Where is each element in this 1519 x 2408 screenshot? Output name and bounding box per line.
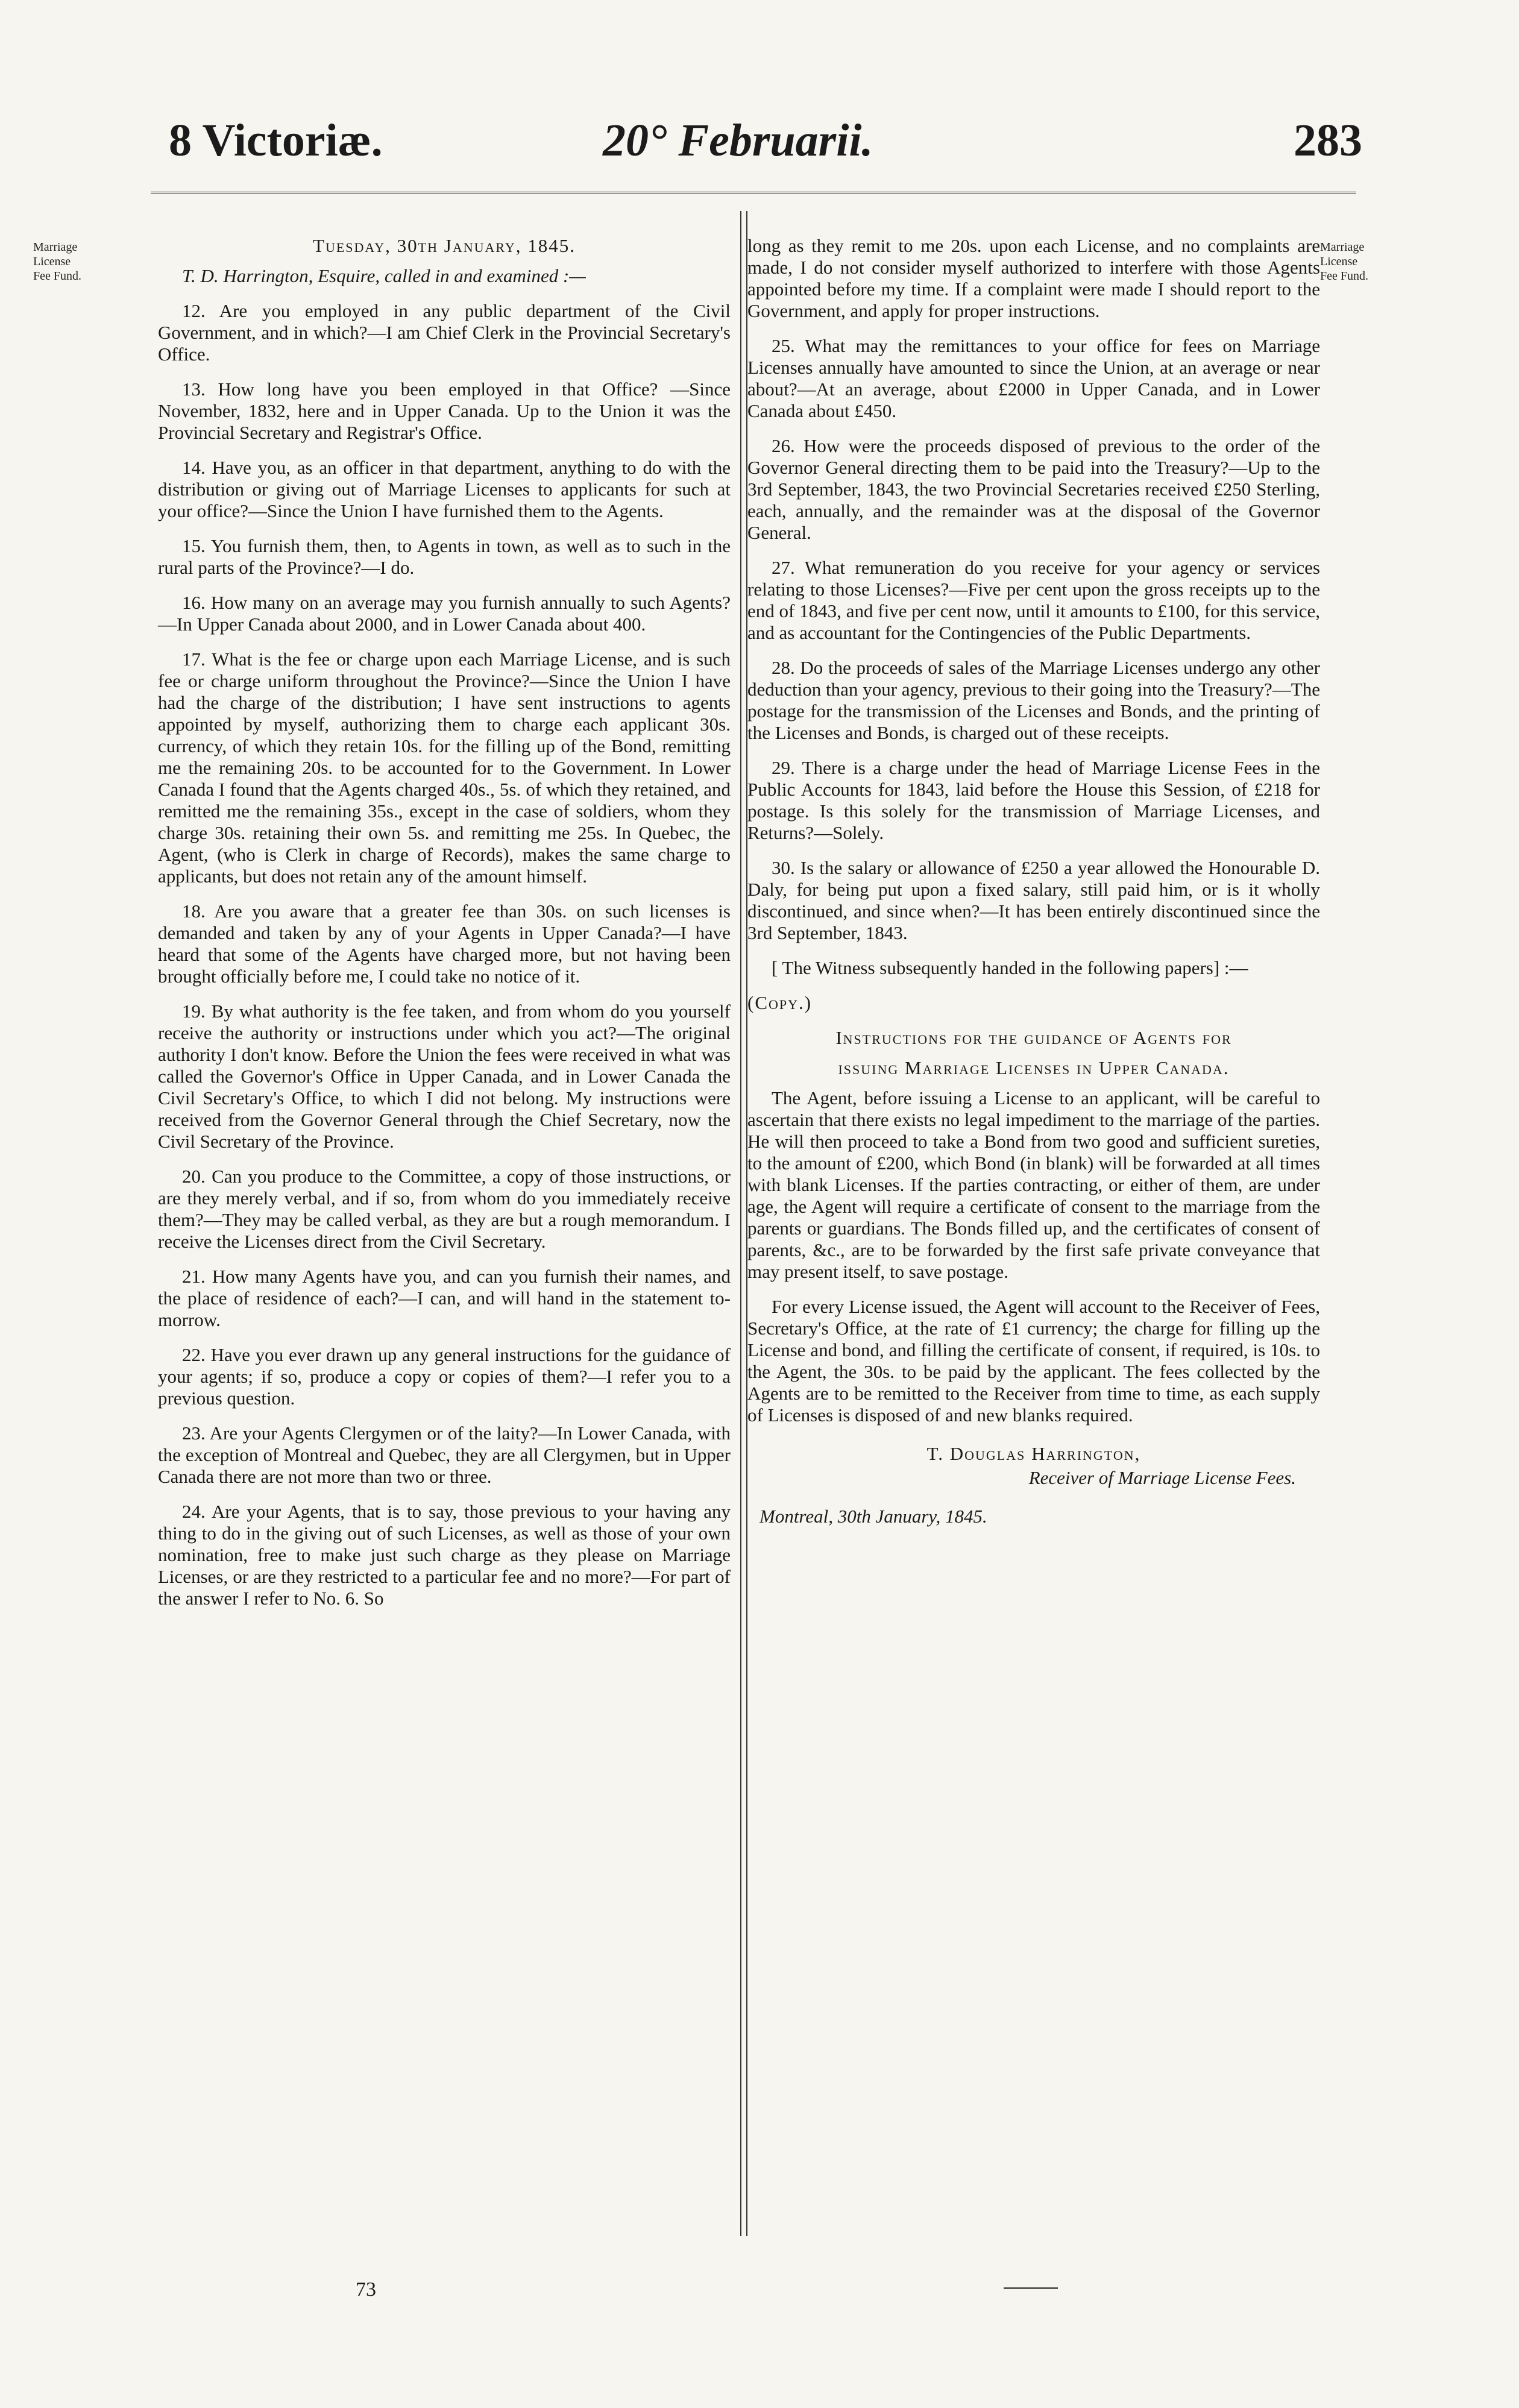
copy-label: (Copy.) bbox=[747, 992, 813, 1013]
page-number: 283 bbox=[1294, 115, 1362, 166]
footer-rule bbox=[1004, 2287, 1058, 2289]
question-paragraph: 20. Can you produce to the Committee, a copy of those instructions, or are they merely verbal, and if so, from whom do you immediately receive them?—They may be called verbal, as they are but a rough memorandum. I receive the Licenses direct from the Civil Secretary. bbox=[158, 1166, 731, 1252]
signature-name: T. Douglas Harrington, bbox=[926, 1443, 1141, 1464]
question-paragraph: 25. What may the remittances to your office for fees on Marriage Licenses annually have amounted to since the Union, at an average or near about?—At an average, about £2000 in Upper Canada, and in Lower Canada about £450. bbox=[747, 335, 1320, 421]
question-paragraph: 13. How long have you been employed in that Office? —Since November, 1832, here and in Upper Canada. Up to the Union it was the Provincial Secretary and Registrar's Office. bbox=[158, 379, 731, 443]
instructions-paragraph: The Agent, before issuing a License to an applicant, will be careful to ascertain that there exists no legal impediment to the marriage of the parties. He will then proceed to take a Bond from two good and sufficient sureties, to the amount of £200, which Bond (in blank) will be forwarded at all times with blank Licenses. If the parties contracting, or either of them, are under age, the Agent will require a certificate of consent to the marriage from the parents or guardians. The Bonds filled up, and the certificates of consent of parents, &c., are to be forwarded by the first safe private conveyance that may present itself, to save postage. bbox=[747, 1087, 1320, 1282]
question-paragraph: 18. Are you aware that a greater fee than 30s. on such licenses is demanded and taken by any of your Agents in Upper Canada?—I have heard that some of the Agents have charged more, but not having been brought officially before me, I could take no notice of it. bbox=[158, 901, 731, 987]
signature-title: Receiver of Marriage License Fees. bbox=[1028, 1467, 1296, 1488]
header-rule bbox=[151, 192, 1356, 193]
footer-signature-mark: 73 bbox=[356, 2278, 376, 2301]
question-paragraph: 28. Do the proceeds of sales of the Marriage Licenses undergo any other deduction than your agency, previous to their going into the Treasury?—The postage for the transmission of the Licenses and Bonds, and the printing of the Licenses and Bonds, is charged out of these receipts. bbox=[747, 657, 1320, 743]
right-column bbox=[747, 235, 1320, 1527]
question-paragraph: 21. How many Agents have you, and can you furnish their names, and the place of residence of each?—I can, and will hand in the statement to-morrow. bbox=[158, 1266, 731, 1330]
column-divider bbox=[740, 211, 747, 2236]
left-column bbox=[158, 235, 731, 1623]
page-header bbox=[169, 115, 1362, 181]
question-paragraph: 22. Have you ever drawn up any general instructions for the guidance of your agents; if so, produce a copy or copies of them?—I refer you to a previous question. bbox=[158, 1344, 731, 1409]
question-paragraph: 26. How were the proceeds disposed of previous to the order of the Governor General directing them to be paid into the Treasury?—Up to the 3rd September, 1843, the two Provincial Secretaries received £250 Sterling, each, annually, and the remainder was at the disposal of the Governor General. bbox=[747, 435, 1320, 543]
question-paragraph: 30. Is the salary or allowance of £250 a year allowed the Honourable D. Daly, for being put upon a fixed salary, still paid him, or is it wholly discontinued, and since when?—It has been entirely discontinued since the 3rd September, 1843. bbox=[747, 857, 1320, 943]
dateline: Montreal, 30th January, 1845. bbox=[760, 1506, 987, 1527]
instructions-subtitle: issuing Marriage Licenses in Upper Canada. bbox=[838, 1057, 1230, 1078]
margin-note-right: Marriage License Fee Fund. bbox=[1320, 240, 1368, 283]
instructions-paragraph: For every License issued, the Agent will account to the Receiver of Fees, Secretary's Office, at the rate of £1 currency; the charge for filling up the License and bond, and filling the certificate of consent, if required, is 10s. to the Agent, the 30s. to be paid by the applicant. The fees collected by the Agents are to be remitted to the Receiver from time to time, as each supply of Licenses is disposed of and new blanks required. bbox=[747, 1296, 1320, 1426]
instructions-title: Instructions for the guidance of Agents for bbox=[835, 1027, 1232, 1048]
question-paragraph: 16. How many on an average may you furnish annually to such Agents?—In Upper Canada about 2000, and in Lower Canada about 400. bbox=[158, 592, 731, 635]
margin-note-left: Marriage License Fee Fund. bbox=[33, 240, 81, 283]
question-paragraph: 12. Are you employed in any public department of the Civil Government, and in which?—I am Chief Clerk in the Provincial Secretary's Office. bbox=[158, 300, 731, 365]
question-paragraph: 17. What is the fee or charge upon each Marriage License, and is such fee or charge uniform throughout the Province?—Since the Union I have had the charge of the distribution; I have sent instructions to agents appointed by myself, authorizing them to charge each applicant 30s. currency, of which they retain 10s. for the filling up of the Bond, remitting me the remaining 20s. to be accounted for to the Government. In Lower Canada I found that the Agents charged 40s., 5s. of which they retained, and remitted me the remaining 35s., except in the case of soldiers, whom they charge 30s. retaining their own 5s. and remitting me 25s. In Quebec, the Agent, (who is Clerk in charge of Records), makes the same charge to applicants, but does not retain any of the amount himself. bbox=[158, 649, 731, 887]
question-paragraph: 29. There is a charge under the head of Marriage License Fees in the Public Accounts for 1843, laid before the House this Session, of £218 for postage. Is this solely for the transmission of Marriage Licenses, and Returns?—Solely. bbox=[747, 757, 1320, 843]
witness-line: T. D. Harrington, Esquire, called in and examined :— bbox=[182, 265, 586, 286]
regnal-year: 8 Victoriæ. bbox=[169, 115, 383, 166]
question-paragraph: 14. Have you, as an officer in that department, anything to do with the distribution or giving out of Marriage Licenses to applicants for such at your office?—Since the Union I have furnished them to the Agents. bbox=[158, 457, 731, 521]
witness-note: [ The Witness subsequently handed in the following papers] :— bbox=[772, 957, 1248, 978]
answer-continuation: long as they remit to me 20s. upon each License, and no complaints are made, I do not consider myself authorized to interfere with those Agents appointed before my time. If a complaint were made I should report to the Government, and apply for proper instructions. bbox=[747, 235, 1320, 321]
question-paragraph: 15. You furnish them, then, to Agents in town, as well as to such in the rural parts of the Province?—I do. bbox=[158, 535, 731, 578]
question-paragraph: 27. What remuneration do you receive for your agency or services relating to those Licenses?—Five per cent upon the gross receipts up to the end of 1843, and five per cent now, until it amounts to £100, for this service, and as accountant for the Contingencies of the Public Departments. bbox=[747, 557, 1320, 643]
question-paragraph: 19. By what authority is the fee taken, and from whom do you yourself receive the authority or instructions under which you act?—The original authority I don't know. Before the Union the fees were received in what was called the Governor's Office in Upper Canada, and in Lower Canada the Civil Secretary's Office, to which I did not belong. My instructions were received from the Governor General through the Chief Secretary, now the Civil Secretary of the Province. bbox=[158, 1001, 731, 1152]
date-heading: Tuesday, 30th January, 1845. bbox=[313, 235, 576, 256]
question-paragraph: 24. Are your Agents, that is to say, those previous to your having any thing to do in the giving out of such Licenses, as well as those of your own nomination, free to make just such charge as they please on Marriage Licenses, or are they restricted to a particular fee and no more?—For part of the answer I refer to No. 6. So bbox=[158, 1501, 731, 1609]
question-paragraph: 23. Are your Agents Clergymen or of the laity?—In Lower Canada, with the exception of Montreal and Quebec, they are all Clergymen, but in Upper Canada there are not more than two or three. bbox=[158, 1422, 731, 1487]
page-date: 20° Februarii. bbox=[603, 115, 873, 166]
